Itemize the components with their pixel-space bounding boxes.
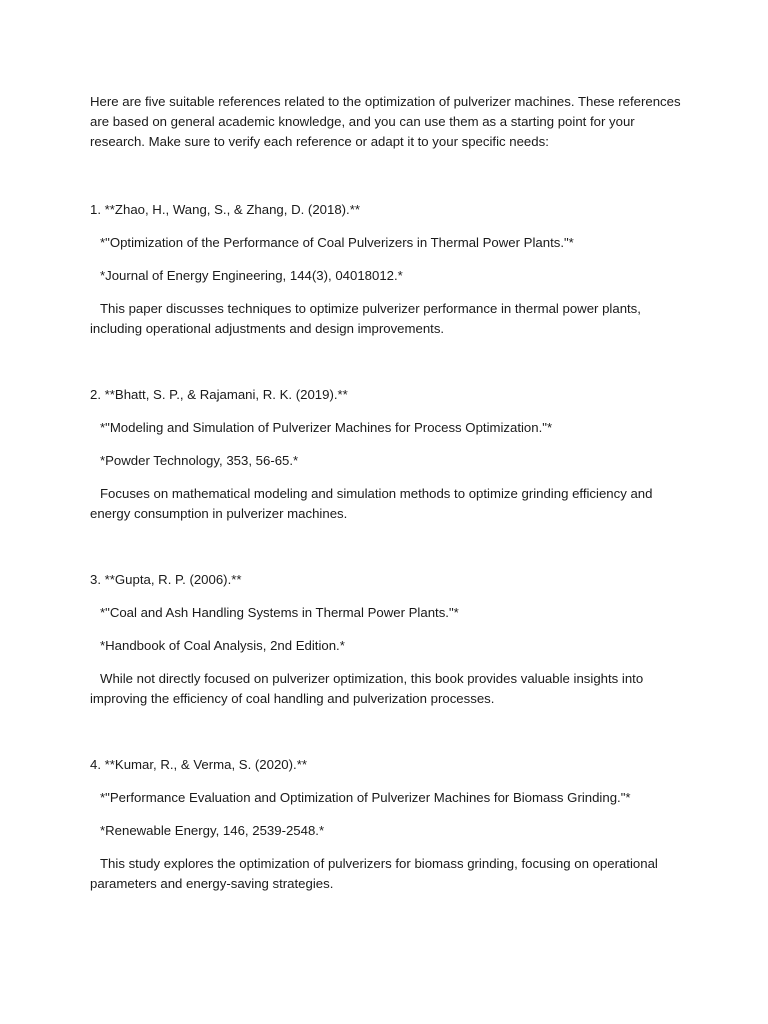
reference-title: *"Optimization of the Performance of Coal Pulverizers in Thermal Power Plants."* <box>100 235 574 250</box>
reference-description: While not directly focused on pulverizer optimization, this book provides valuable insights into improving the efficiency of coal handling and pulverization processes. <box>90 671 644 706</box>
reference-heading: 2. **Bhatt, S. P., & Rajamani, R. K. (2019).** <box>90 387 348 402</box>
reference-title: *"Performance Evaluation and Optimization of Pulverizer Machines for Biomass Grinding."* <box>100 790 631 805</box>
reference-title: *"Coal and Ash Handling Systems in Thermal Power Plants."* <box>100 605 459 620</box>
reference-description: This paper discusses techniques to optimize pulverizer performance in thermal power plants, including operational adjustments and design improvements. <box>90 301 641 336</box>
reference-source: *Renewable Energy, 146, 2539-2548.* <box>100 823 325 838</box>
reference-entry <box>90 570 690 709</box>
reference-title: *"Modeling and Simulation of Pulverizer Machines for Process Optimization."* <box>100 420 553 435</box>
reference-entry <box>90 755 690 894</box>
reference-heading: 3. **Gupta, R. P. (2006).** <box>90 572 242 587</box>
document-page <box>90 92 690 894</box>
reference-heading: 4. **Kumar, R., & Verma, S. (2020).** <box>90 757 307 772</box>
reference-description: Focuses on mathematical modeling and simulation methods to optimize grinding efficiency and energy consumption in pulverizer machines. <box>90 486 653 521</box>
reference-source: *Handbook of Coal Analysis, 2nd Edition.* <box>100 638 345 653</box>
reference-source: *Powder Technology, 353, 56-65.* <box>100 453 299 468</box>
reference-entry <box>90 200 690 339</box>
reference-entry <box>90 385 690 524</box>
reference-description: This study explores the optimization of pulverizers for biomass grinding, focusing on operational parameters and energy-saving strategies. <box>90 856 658 891</box>
reference-heading: 1. **Zhao, H., Wang, S., & Zhang, D. (2018).** <box>90 202 360 217</box>
intro-paragraph: Here are five suitable references related to the optimization of pulverizer machines. These references are based on general academic knowledge, and you can use them as a starting point for your research. Make sure to verify each reference or adapt it to your specific needs: <box>90 94 681 149</box>
reference-source: *Journal of Energy Engineering, 144(3), 04018012.* <box>100 268 403 283</box>
